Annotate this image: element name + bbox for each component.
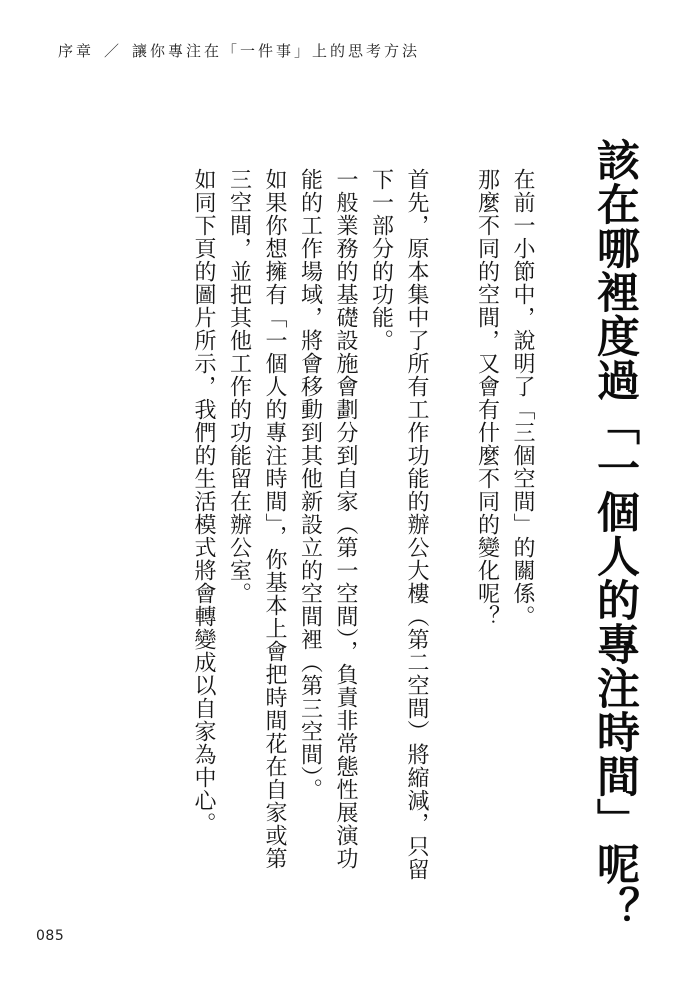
paragraph: 在前一小節中，說明了「三個空間」的關係。 — [510, 168, 535, 628]
paragraph: 那麼不同的空間，又會有什麼不同的變化呢？ — [474, 168, 500, 628]
chapter-label: 序章 — [58, 42, 95, 60]
running-header — [58, 40, 420, 61]
section-title: 讓你專注在「一件事」上的思考方法 — [132, 42, 421, 60]
section-heading: 該在哪裡度過「一個人的專注時間」呢？ — [590, 138, 640, 930]
paragraph: 首先，原本集中了所有工作功能的辦公大樓（第二空間）將縮減，只留下一部分的功能。 — [368, 168, 429, 881]
paragraph: 如果你想擁有「一個人的專注時間」，你基本上會把時間花在自家或第三空間，並把其他工作的功能留在辦公室。 — [226, 168, 287, 870]
header-separator: ／ — [104, 42, 123, 60]
body-text — [151, 168, 541, 888]
page-number: 085 — [36, 928, 65, 944]
paragraph: 如同下頁的圖片所示，我們的生活模式將會轉變成以自家為中心。 — [191, 168, 216, 835]
paragraph: 一般業務的基礎設施會劃分到自家（第一空間），負責非常態性展演功能的工作場域，將會移動到其他新設立的空間裡（第三空間）。 — [297, 168, 358, 870]
